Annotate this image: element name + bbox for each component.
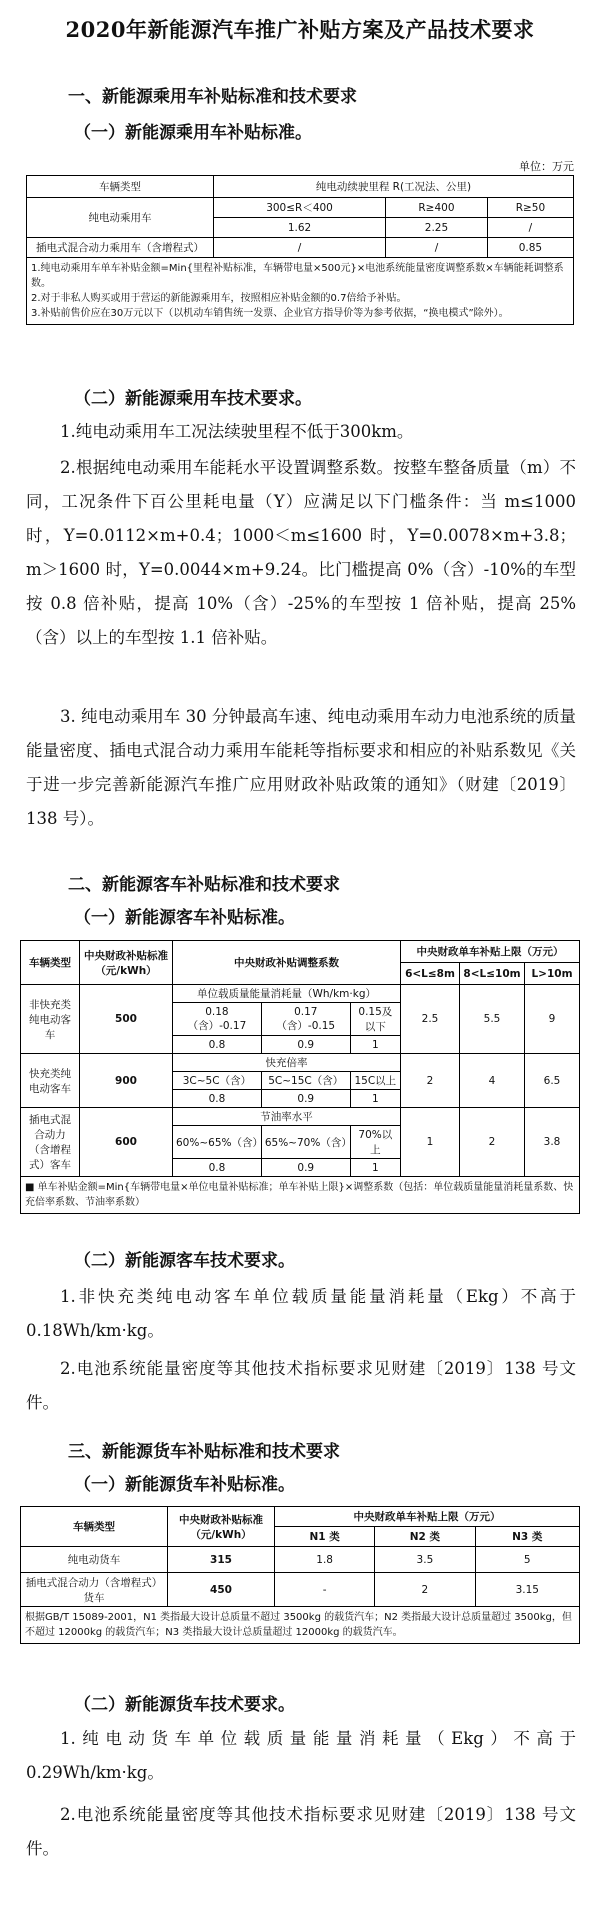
- table-header: L>10m: [525, 963, 580, 985]
- paragraph: [26, 1280, 576, 1348]
- table-cell: 3.8: [525, 1108, 580, 1177]
- table-header: 中央财政补贴调整系数: [173, 941, 401, 985]
- paragraph: [26, 700, 576, 836]
- section-3-sub1: （一）新能源货车补贴标准。: [74, 1475, 295, 1495]
- table-cell: 60%~65%（含）: [173, 1126, 262, 1159]
- bus-subsidy-table: [20, 940, 580, 1214]
- table-cell: 9: [525, 985, 580, 1054]
- table-cell: 2: [460, 1108, 525, 1177]
- table-header: N1 类: [275, 1527, 375, 1547]
- table-cell: 4: [460, 1054, 525, 1108]
- table-cell: 0.17（含）-0.15: [261, 1003, 350, 1036]
- table-cell: 3.5: [375, 1547, 475, 1573]
- table-header: 车辆类型: [21, 941, 80, 985]
- table-cell: 70%以上: [350, 1126, 400, 1159]
- table-cell: 65%~70%（含）: [261, 1126, 350, 1159]
- table-notes: [27, 258, 574, 325]
- table-header: N2 类: [375, 1527, 475, 1547]
- row-label: 非快充类纯电动客车: [21, 985, 80, 1054]
- row-label: 纯电动乘用车: [27, 198, 214, 238]
- table-cell: 450: [168, 1573, 275, 1607]
- paragraph-text: 3. 纯电动乘用车 30 分钟最高车速、纯电动乘用车动力电池系统的质量能量密度、插电式混合动力乘用车能耗等指标要求和相应的补贴系数见《关于进一步完善新能源汽车推广应用财政补贴政策的通知》（财建〔2019〕138 号）。: [26, 707, 576, 828]
- table-cell: 5C~15C（含）: [261, 1072, 350, 1090]
- table-cell: /: [386, 238, 488, 258]
- table-note: 根据GB/T 15089-2001，N1 类指最大设计总质量不超过 3500kg 的载货汽车；N2 类指最大设计总质量超过 3500kg，但不超过 12000kg 的载货汽车；N3 类指最大设计总质量超过 12000kg 的载货汽车。: [21, 1607, 580, 1644]
- row-label: 插电式混合动力（含增程式）货车: [21, 1573, 168, 1607]
- table-header: 车辆类型: [27, 176, 214, 198]
- row-label: 插电式混合动力（含增程式）客车: [21, 1108, 80, 1177]
- truck-subsidy-table: [20, 1506, 580, 1644]
- note-line: 2.对于非私人购买或用于营运的新能源乘用车，按照相应补贴金额的0.7倍给予补贴。: [31, 293, 407, 304]
- table-header: 6<L≤8m: [401, 963, 460, 985]
- paragraph-text: 2.根据纯电动乘用车能耗水平设置调整系数。按整车整备质量（m）不同，工况条件下百公里耗电量（Y）应满足以下门槛条件：当 m≤1000 时，Y=0.0112×m+0.4；1000＜m≤1600 时，Y=0.0078×m+3.8；m＞1600 时，Y=0.0044×m+9.24。比门槛提高 0%（含）-10%的车型按 0.8 倍补贴，提高 10%（含）-25%的车型按 1 倍补贴，提高 25%（含）以上的车型按 1.1 倍补贴。: [26, 458, 576, 647]
- table-cell: /: [214, 238, 386, 258]
- unit-label: 单位：万元: [519, 160, 574, 173]
- table-cell: 500: [80, 985, 173, 1054]
- paragraph: [26, 451, 576, 655]
- row-label: 插电式混合动力乘用车（含增程式）: [27, 238, 214, 258]
- section-1-heading: 一、新能源乘用车补贴标准和技术要求: [68, 87, 357, 107]
- table-cell: 5: [475, 1547, 579, 1573]
- paragraph-text: 2.电池系统能量密度等其他技术指标要求见财建〔2019〕138 号文件。: [26, 1805, 576, 1858]
- table-cell: 300≤R＜400: [214, 198, 386, 218]
- table-cell: R≥50: [487, 198, 573, 218]
- table-header: 中央财政单车补贴上限（万元）: [401, 941, 580, 963]
- table-cell: 0.15及以下: [350, 1003, 400, 1036]
- section-1-sub1: （一）新能源乘用车补贴标准。: [74, 123, 312, 143]
- table-cell: 15C以上: [350, 1072, 400, 1090]
- table-cell: 1: [401, 1108, 460, 1177]
- table-cell: 1: [350, 1159, 400, 1177]
- note-line: 3.补贴前售价应在30万元以下（以机动车销售统一发票、企业官方指导价等为参考依据，“换电模式”除外）。: [31, 308, 509, 319]
- table-cell: 0.9: [261, 1090, 350, 1108]
- table-cell: 2: [401, 1054, 460, 1108]
- table-cell: 2.5: [401, 985, 460, 1054]
- table-header: 中央财政补贴标准（元/kWh）: [168, 1507, 275, 1547]
- table-cell: 315: [168, 1547, 275, 1573]
- table-cell: 0.18（含）-0.17: [173, 1003, 262, 1036]
- table-cell: 6.5: [525, 1054, 580, 1108]
- row-label: 纯电动货车: [21, 1547, 168, 1573]
- table-cell: -: [275, 1573, 375, 1607]
- table-header: 中央财政单车补贴上限（万元）: [275, 1507, 580, 1527]
- paragraph-text: 1.非快充类纯电动客车单位载质量能量消耗量（Ekg）不高于0.18Wh/km·kg。: [26, 1287, 576, 1340]
- paragraph: [26, 1722, 576, 1790]
- table-header: 车辆类型: [21, 1507, 168, 1547]
- paragraph: [26, 1352, 576, 1420]
- section-2-heading: 二、新能源客车补贴标准和技术要求: [68, 875, 340, 895]
- paragraph-text: 1.纯电动乘用车工况法续驶里程不低于300km。: [60, 422, 414, 441]
- table-cell: 5.5: [460, 985, 525, 1054]
- passenger-subsidy-table: [26, 175, 574, 325]
- table-cell: /: [487, 218, 573, 238]
- table-cell: 0.9: [261, 1036, 350, 1054]
- table-cell: 0.9: [261, 1159, 350, 1177]
- table-cell: 0.85: [487, 238, 573, 258]
- table-header: N3 类: [475, 1527, 579, 1547]
- table-header: 中央财政补贴标准（元/kWh）: [80, 941, 173, 985]
- table-cell: 节油率水平: [173, 1108, 401, 1126]
- table-cell: 900: [80, 1054, 173, 1108]
- section-1-sub2: （二）新能源乘用车技术要求。: [74, 389, 312, 409]
- table-cell: 2.25: [386, 218, 488, 238]
- table-cell: 2: [375, 1573, 475, 1607]
- table-cell: 0.8: [173, 1090, 262, 1108]
- section-3-sub2: （二）新能源货车技术要求。: [74, 1695, 295, 1715]
- table-cell: 1.62: [214, 218, 386, 238]
- table-cell: 1: [350, 1036, 400, 1054]
- paragraph-text: 2.电池系统能量密度等其他技术指标要求见财建〔2019〕138 号文件。: [26, 1359, 576, 1412]
- table-header: 纯电动续驶里程 R(工况法、公里): [214, 176, 574, 198]
- row-label: 快充类纯电动客车: [21, 1054, 80, 1108]
- table-note: ■ 单车补贴金额=Min{车辆带电量×单位电量补贴标准；单车补贴上限}×调整系数（包括：单位载质量能量消耗量系数、快充倍率系数、节油率系数）: [21, 1177, 580, 1214]
- note-line: 1.纯电动乘用车单车补贴金额=Min{里程补贴标准，车辆带电量×500元}×电池系统能量密度调整系数×车辆能耗调整系数。: [31, 263, 564, 289]
- table-cell: 单位载质量能量消耗量（Wh/km·kg）: [173, 985, 401, 1003]
- table-cell: 1: [350, 1090, 400, 1108]
- table-cell: 3C~5C（含）: [173, 1072, 262, 1090]
- table-cell: 0.8: [173, 1036, 262, 1054]
- table-cell: R≥400: [386, 198, 488, 218]
- table-cell: 1.8: [275, 1547, 375, 1573]
- paragraph-text: 1.纯电动货车单位载质量能量消耗量（Ekg）不高于0.29Wh/km·kg。: [26, 1729, 576, 1782]
- table-cell: 快充倍率: [173, 1054, 401, 1072]
- section-2-sub2: （二）新能源客车技术要求。: [74, 1251, 295, 1271]
- table-cell: 3.15: [475, 1573, 579, 1607]
- section-2-sub1: （一）新能源客车补贴标准。: [74, 908, 295, 928]
- paragraph: [26, 415, 576, 449]
- table-header: 8<L≤10m: [460, 963, 525, 985]
- document-title: 2020年新能源汽车推广补贴方案及产品技术要求: [65, 17, 535, 42]
- section-3-heading: 三、新能源货车补贴标准和技术要求: [68, 1442, 340, 1462]
- table-cell: 600: [80, 1108, 173, 1177]
- table-cell: 0.8: [173, 1159, 262, 1177]
- paragraph: [26, 1798, 576, 1866]
